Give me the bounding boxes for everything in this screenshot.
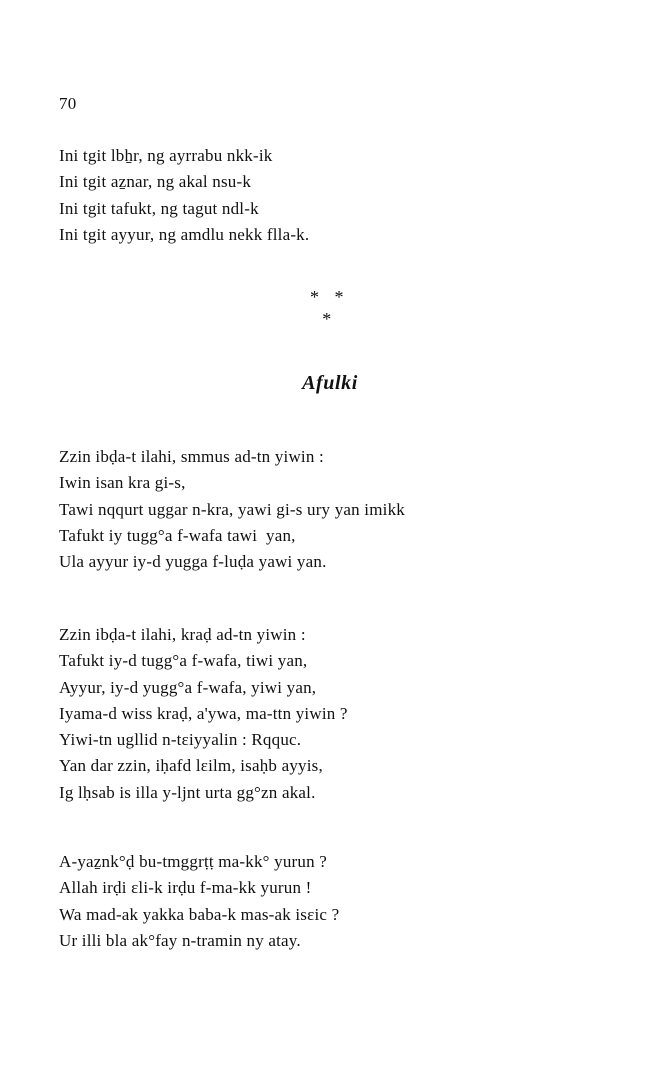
stanza-3 xyxy=(59,622,619,806)
poem-line: Iyama-d wiss kraḍ, a'ywa, ma-ttn yiwin ? xyxy=(59,703,348,723)
poem-line: Iwin isan kra gi-s, xyxy=(59,473,186,493)
poem-line: Tafukt iy-d tugg°a f-wafa, tiwi yan, xyxy=(59,651,308,671)
poem-line: Ula ayyur iy-d yugga f-luḍa yawi yan. xyxy=(59,552,327,572)
poem-line: Ayyur, iy-d yugg°a f-wafa, yiwi yan, xyxy=(59,677,317,697)
page-number: 70 xyxy=(59,94,77,113)
poem-line: Ini tgit aẕnar, ng akal nsu-k xyxy=(59,172,252,192)
stanza-2 xyxy=(59,444,619,575)
asterisk-row-bottom: * xyxy=(322,309,332,329)
poem-line: Allah irḍi ɛli-k irḍu f-ma-kk yurun ! xyxy=(59,878,312,898)
poem-line: Yiwi-tn ugllid n-tɛiyyalin : Rqquc. xyxy=(59,730,302,750)
poem-line: Zzin ibḍa-t ilahi, smmus ad-tn yiwin : xyxy=(59,447,324,466)
poem-line: A-yaẕnk°ḍ bu-tmggrṭṭ ma-kk° yurun ? xyxy=(59,852,327,871)
asterisk-row-top: * * xyxy=(310,287,344,307)
poem-line: Tafukt iy tugg°a f-wafa tawi yan, xyxy=(59,525,296,545)
poem-line: Ur illi bla ak°fay n-tramin ny atay. xyxy=(59,930,301,950)
poem-title: Afulki xyxy=(302,372,358,394)
poem-line: Ini tgit tafukt, ng tagut ndl-k xyxy=(59,198,259,218)
poem-line: Zzin ibḍa-t ilahi, kraḍ ad-tn yiwin : xyxy=(59,625,306,644)
stanza-4 xyxy=(59,849,619,954)
poem-line: Wa mad-ak yakka baba-k mas-ak isɛic ? xyxy=(59,904,340,924)
poem-line: Ini tgit lbẖr, ng ayrrabu nkk-ik xyxy=(59,146,273,165)
stanza-1 xyxy=(59,143,619,248)
asterisk-separator xyxy=(0,286,650,330)
poem-line: Yan dar zzin, iḥafd lɛilm, isaḥb ayyis, xyxy=(59,756,323,776)
poem-line: Ini tgit ayyur, ng amdlu nekk flla-k. xyxy=(59,224,310,244)
poem-line: Ig lḥsab is illa y-ljnt urta gg°zn akal. xyxy=(59,782,316,802)
poem-line: Tawi nqqurt uggar n-kra, yawi gi-s ury yan imikk xyxy=(59,499,405,519)
